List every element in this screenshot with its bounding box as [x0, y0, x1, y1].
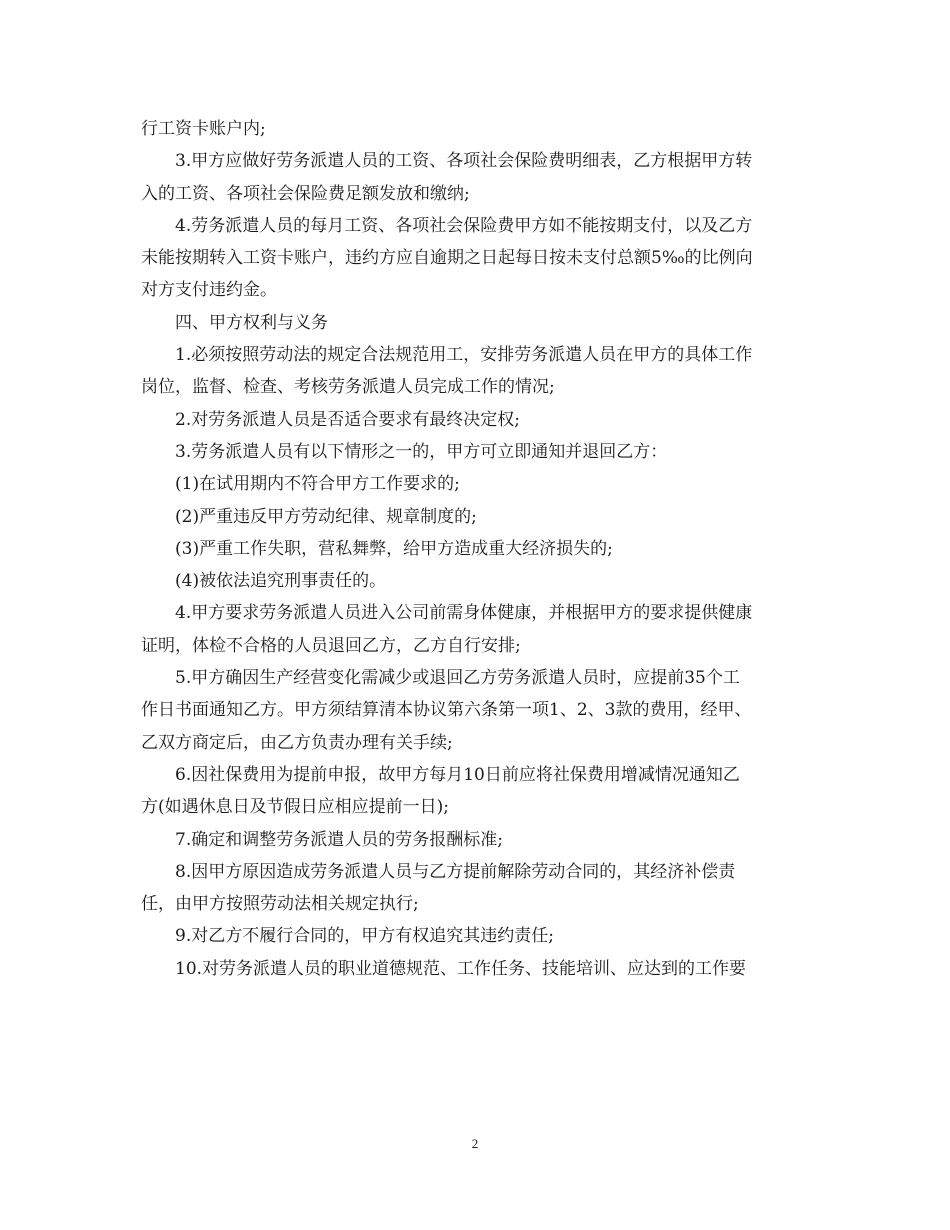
text-line: (4)被依法追究刑事责任的。 [175, 571, 387, 592]
text-line: (1)在试用期内不符合甲方工作要求的; [175, 474, 460, 495]
page-number: 2 [471, 1136, 479, 1151]
text-line: 3.甲方应做好劳务派遣人员的工资、各项社会保险费明细表，乙方根据甲方转 [175, 151, 753, 172]
text-line: 岗位，监督、检查、考核劳务派遣人员完成工作的情况; [141, 377, 555, 398]
text-line: 入的工资、各项社会保险费足额发放和缴纳; [141, 183, 470, 204]
text-line: 1.必须按照劳动法的规定合法规范用工，安排劳务派遣人员在甲方的具体工作 [175, 345, 753, 366]
text-line: 乙双方商定后，由乙方负责办理有关手续; [141, 732, 453, 753]
text-line: 任，由甲方按照劳动法相关规定执行; [141, 894, 419, 915]
document-body [141, 113, 813, 985]
text-line: 方(如遇休息日及节假日应相应提前一日); [141, 797, 449, 818]
text-line: (2)严重违反甲方劳动纪律、规章制度的; [175, 506, 477, 527]
text-line: 2.对劳务派遣人员是否适合要求有最终决定权; [175, 409, 520, 430]
text-line: 对方支付违约金。 [141, 280, 277, 301]
text-line: (3)严重工作失职，营私舞弊，给甲方造成重大经济损失的; [175, 538, 613, 559]
text-line: 7.确定和调整劳务派遣人员的劳务报酬标准; [175, 829, 503, 850]
text-line: 4.甲方要求劳务派遣人员进入公司前需身体健康，并根据甲方的要求提供健康 [175, 603, 753, 624]
text-line: 6.因社保费用为提前申报，故甲方每月10日前应将社保费用增减情况通知乙 [175, 764, 740, 785]
text-line: 作日书面通知乙方。甲方须结算清本协议第六条第一项1、2、3款的费用，经甲、 [141, 700, 752, 721]
text-line: 4.劳务派遣人员的每月工资、各项社会保险费甲方如不能按期支付，以及乙方 [175, 215, 753, 236]
text-line: 未能按期转入工资卡账户，违约方应自逾期之日起每日按未支付总额5‰的比例向 [141, 248, 753, 269]
text-line: 5.甲方确因生产经营变化需减少或退回乙方劳务派遣人员时，应提前35个工 [175, 668, 740, 689]
text-line: 行工资卡账户内; [141, 119, 266, 139]
text-line: 10.对劳务派遣人员的职业道德规范、工作任务、技能培训、应达到的工作要 [175, 958, 747, 979]
text-line: 8.因甲方原因造成劳务派遣人员与乙方提前解除劳动合同的，其经济补偿责 [175, 861, 736, 882]
text-line: 9.对乙方不履行合同的，甲方有权追究其违约责任; [175, 926, 554, 947]
text-line: 3.劳务派遣人员有以下情形之一的，甲方可立即通知并退回乙方： [175, 441, 668, 462]
text-line: 四、甲方权利与义务 [175, 312, 328, 333]
text-line: 证明，体检不合格的人员退回乙方，乙方自行安排; [141, 635, 521, 656]
